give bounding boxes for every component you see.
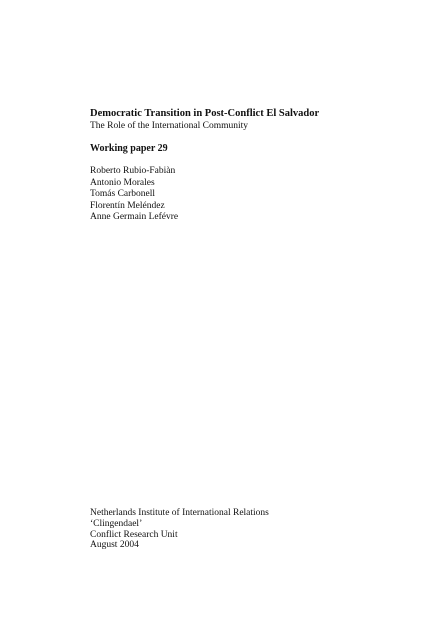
title-block [90, 107, 319, 133]
authors-block [90, 166, 178, 224]
institution-nickname: ‘Clingendael’ [90, 518, 143, 529]
document-subtitle: The Role of the International Community [90, 121, 249, 131]
author-name: Florentín Meléndez [90, 200, 165, 211]
author-list [90, 166, 178, 224]
publication-date: August 2004 [90, 540, 139, 551]
document-title: Democratic Transition in Post-Conflict El Salvador [90, 108, 320, 119]
institution-name: Netherlands Institute of International Relations [90, 508, 269, 518]
author-name: Antonio Morales [90, 177, 155, 188]
working-paper-block [90, 142, 168, 155]
author-name: Anne Germain Lefévre [90, 212, 179, 222]
working-paper-label: Working paper 29 [90, 143, 168, 154]
institution-block [90, 508, 269, 551]
author-name: Roberto Rubio-Fabiàn [90, 166, 176, 176]
research-unit: Conflict Research Unit [90, 529, 178, 540]
author-name: Tomás Carbonell [90, 189, 156, 199]
